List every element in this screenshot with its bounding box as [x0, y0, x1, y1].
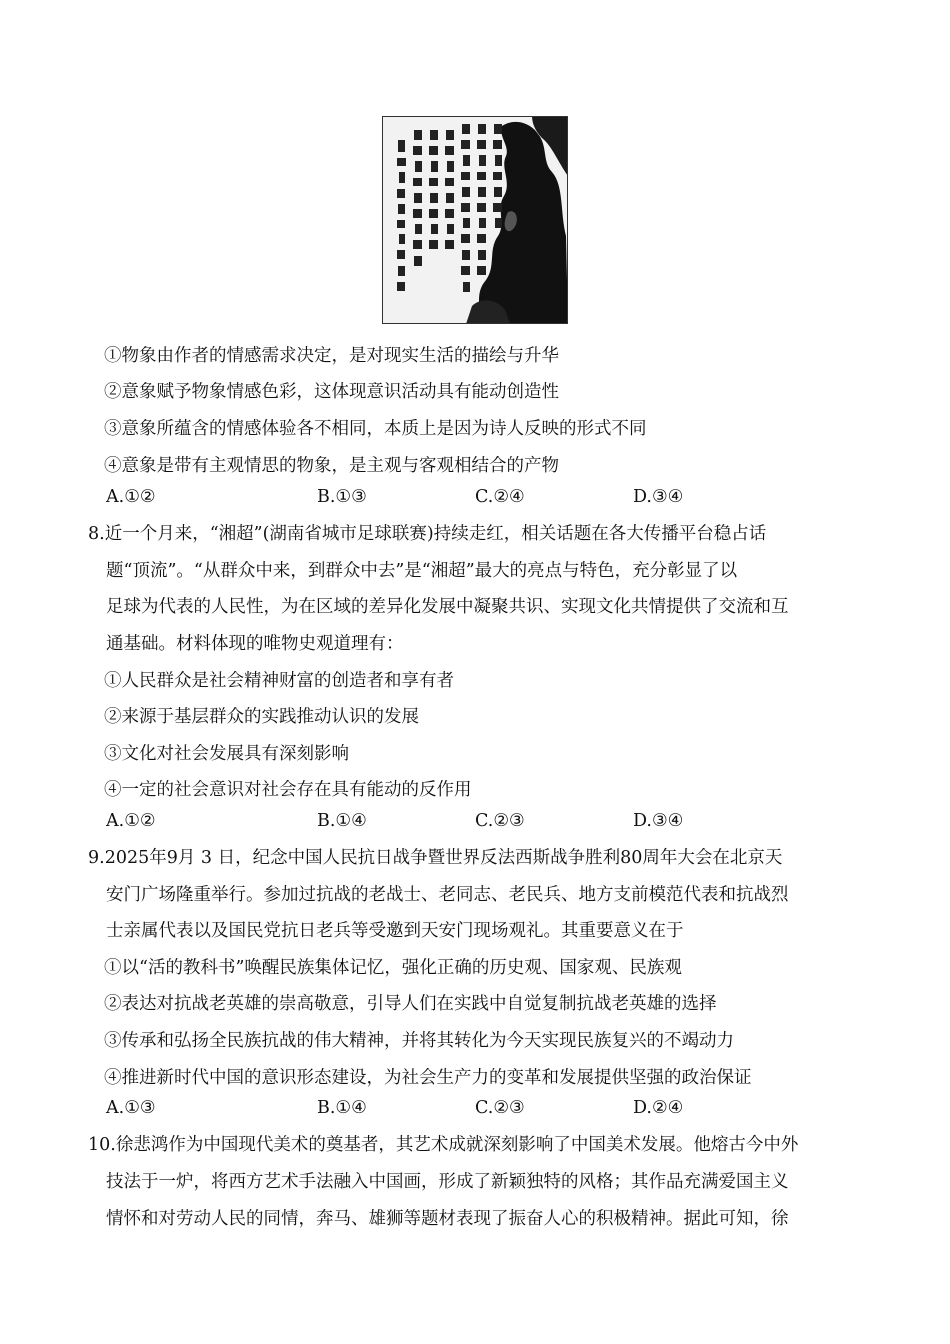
q8-stem-line-1: 8.近一个月来，“湘超”(湖南省城市足球联赛)持续走红，相关话题在各大传播平台稳占话 [88, 524, 767, 544]
q9-stem-line-2: 安门广场隆重举行。参加过抗战的老战士、老同志、老民兵、地方支前模范代表和抗战烈 [106, 885, 789, 905]
q9-option-c[interactable]: C.②③ [475, 1098, 525, 1118]
q7-statement-4: ④意象是带有主观情思的物象，是主观与客观相结合的产物 [104, 456, 559, 476]
q8-statement-4: ④一定的社会意识对社会存在具有能动的反作用 [104, 780, 472, 800]
q7-statement-3: ③意象所蕴含的情感体验各不相同，本质上是因为诗人反映的形式不同 [104, 419, 647, 439]
q10-stem-line-1: 10.徐悲鸿作为中国现代美术的奠基者，其艺术成就深刻影响了中国美术发展。他熔古今中外 [88, 1135, 799, 1155]
q7-option-a[interactable]: A.①② [106, 487, 156, 507]
q8-option-d[interactable]: D.③④ [633, 811, 684, 831]
q9-statement-3: ③传承和弘扬全民族抗战的伟大精神，并将其转化为今天实现民族复兴的不竭动力 [104, 1031, 734, 1051]
q8-stem-line-2: 题“顶流”。“从群众中来，到群众中去”是“湘超”最大的亮点与特色，充分彰显了以 [106, 561, 738, 581]
q8-stem-line-3: 足球为代表的人民性，为在区域的差异化发展中凝聚共识、实现文化共情提供了交流和互 [106, 597, 789, 617]
q8-statement-3: ③文化对社会发展具有深刻影响 [104, 744, 349, 764]
q7-option-b[interactable]: B.①③ [317, 487, 367, 507]
q9-stem-line-1: 9.2025年9月 3 日，纪念中国人民抗日战争暨世界反法西斯战争胜利80周年大会在北京天 [88, 848, 783, 868]
q9-statement-4: ④推进新时代中国的意识形态建设，为社会生产力的变革和发展提供坚强的政治保证 [104, 1068, 752, 1088]
q7-option-c[interactable]: C.②④ [475, 487, 525, 507]
q9-option-a[interactable]: A.①③ [106, 1098, 156, 1118]
q10-stem-line-3: 情怀和对劳动人民的同情，奔马、雄狮等题材表现了振奋人心的积极精神。据此可知，徐 [106, 1209, 789, 1229]
q8-statement-1: ①人民群众是社会精神财富的创造者和享有者 [104, 671, 454, 691]
q8-option-b[interactable]: B.①④ [317, 811, 367, 831]
calligraphy-painting-image [382, 116, 568, 324]
q8-stem-line-4: 通基础。材料体现的唯物史观道理有： [106, 634, 404, 654]
q9-option-d[interactable]: D.②④ [633, 1098, 684, 1118]
q8-option-c[interactable]: C.②③ [475, 811, 525, 831]
q7-statement-1: ①物象由作者的情感需求决定，是对现实生活的描绘与升华 [104, 346, 559, 366]
q8-statement-2: ②来源于基层群众的实践推动认识的发展 [104, 707, 419, 727]
q10-stem-line-2: 技法于一炉，将西方艺术手法融入中国画，形成了新颖独特的风格；其作品充满爱国主义 [106, 1172, 789, 1192]
q9-option-b[interactable]: B.①④ [317, 1098, 367, 1118]
q9-stem-line-3: 士亲属代表以及国民党抗日老兵等受邀到天安门现场观礼。其重要意义在于 [106, 921, 684, 941]
q7-option-d[interactable]: D.③④ [633, 487, 684, 507]
q7-statement-2: ②意象赋予物象情感色彩，这体现意识活动具有能动创造性 [104, 382, 559, 402]
q8-option-a[interactable]: A.①② [106, 811, 156, 831]
q9-statement-1: ①以“活的教科书”唤醒民族集体记忆，强化正确的历史观、国家观、民族观 [104, 958, 682, 978]
q9-statement-2: ②表达对抗战老英雄的崇高敬意，引导人们在实践中自觉复制抗战老英雄的选择 [104, 994, 717, 1014]
ink-painting-graphic [382, 116, 568, 324]
